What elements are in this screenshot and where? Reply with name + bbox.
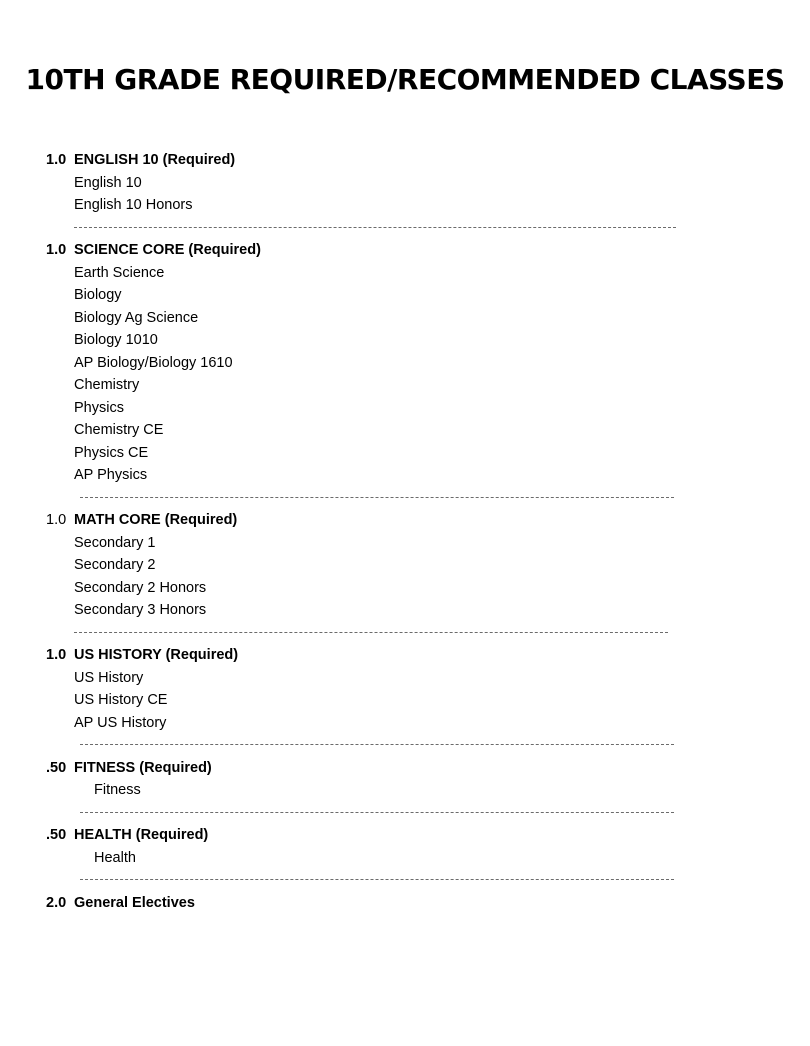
dashed-divider (46, 622, 686, 645)
section-english-heading (46, 149, 686, 172)
list-item: Biology (74, 287, 122, 303)
page-title: 10TH GRADE REQUIRED/RECOMMENDED CLASSES (25, 63, 785, 96)
section-math-items (46, 532, 686, 622)
section-math-heading (46, 509, 686, 532)
section-general-electives-heading (46, 892, 686, 915)
list-item: Secondary 2 (74, 557, 156, 573)
list-item: Fitness (94, 782, 141, 798)
section-fitness-heading (46, 757, 686, 780)
class-list (46, 149, 686, 914)
section-fitness-items (46, 779, 686, 802)
section-name: SCIENCE CORE (Required) (74, 242, 261, 258)
list-item: English 10 (74, 174, 142, 191)
section-credit: 1.0 (46, 512, 67, 528)
section-us-history-heading (46, 644, 686, 667)
section-credit: 1.0 (46, 242, 67, 258)
list-item: Health (94, 849, 136, 866)
list-item: AP US History (74, 714, 167, 731)
list-item: AP Biology/Biology 1610 (74, 354, 233, 371)
section-credit: 2.0 (46, 894, 67, 911)
list-item: Earth Science (74, 264, 165, 281)
section-english-items (46, 172, 686, 217)
dashed-divider (46, 487, 686, 510)
list-item: Chemistry (74, 377, 140, 393)
section-name: General Electives (74, 894, 195, 911)
section-health-heading (46, 824, 686, 847)
list-item: Biology Ag Science (74, 309, 199, 326)
section-name: ENGLISH 10 (Required) (74, 152, 236, 168)
section-name: US HISTORY (Required) (74, 647, 239, 663)
section-credit: .50 (46, 827, 67, 843)
list-item: Chemistry CE (74, 422, 164, 438)
list-item: US History (74, 669, 144, 686)
section-science-items (46, 262, 686, 487)
list-item: Secondary 2 Honors (74, 579, 207, 596)
list-item: Physics (74, 399, 124, 416)
section-name: HEALTH (Required) (74, 827, 209, 843)
dashed-divider (46, 802, 686, 825)
list-item: AP Physics (74, 467, 148, 483)
section-credit: 1.0 (46, 647, 67, 663)
dashed-divider (46, 869, 686, 892)
list-item: Secondary 1 (74, 534, 156, 551)
section-health-items (46, 847, 686, 870)
list-item: Physics CE (74, 444, 149, 461)
section-name: FITNESS (Required) (74, 759, 212, 776)
dashed-divider (46, 734, 686, 757)
list-item: English 10 Honors (74, 197, 193, 213)
dashed-divider (46, 217, 686, 240)
list-item: Biology 1010 (74, 332, 158, 348)
section-credit: .50 (46, 759, 67, 776)
list-item: US History CE (74, 692, 168, 708)
section-us-history-items (46, 667, 686, 735)
section-name: MATH CORE (Required) (74, 512, 238, 528)
section-science-heading (46, 239, 686, 262)
list-item: Secondary 3 Honors (74, 602, 207, 618)
section-credit: 1.0 (46, 152, 67, 168)
